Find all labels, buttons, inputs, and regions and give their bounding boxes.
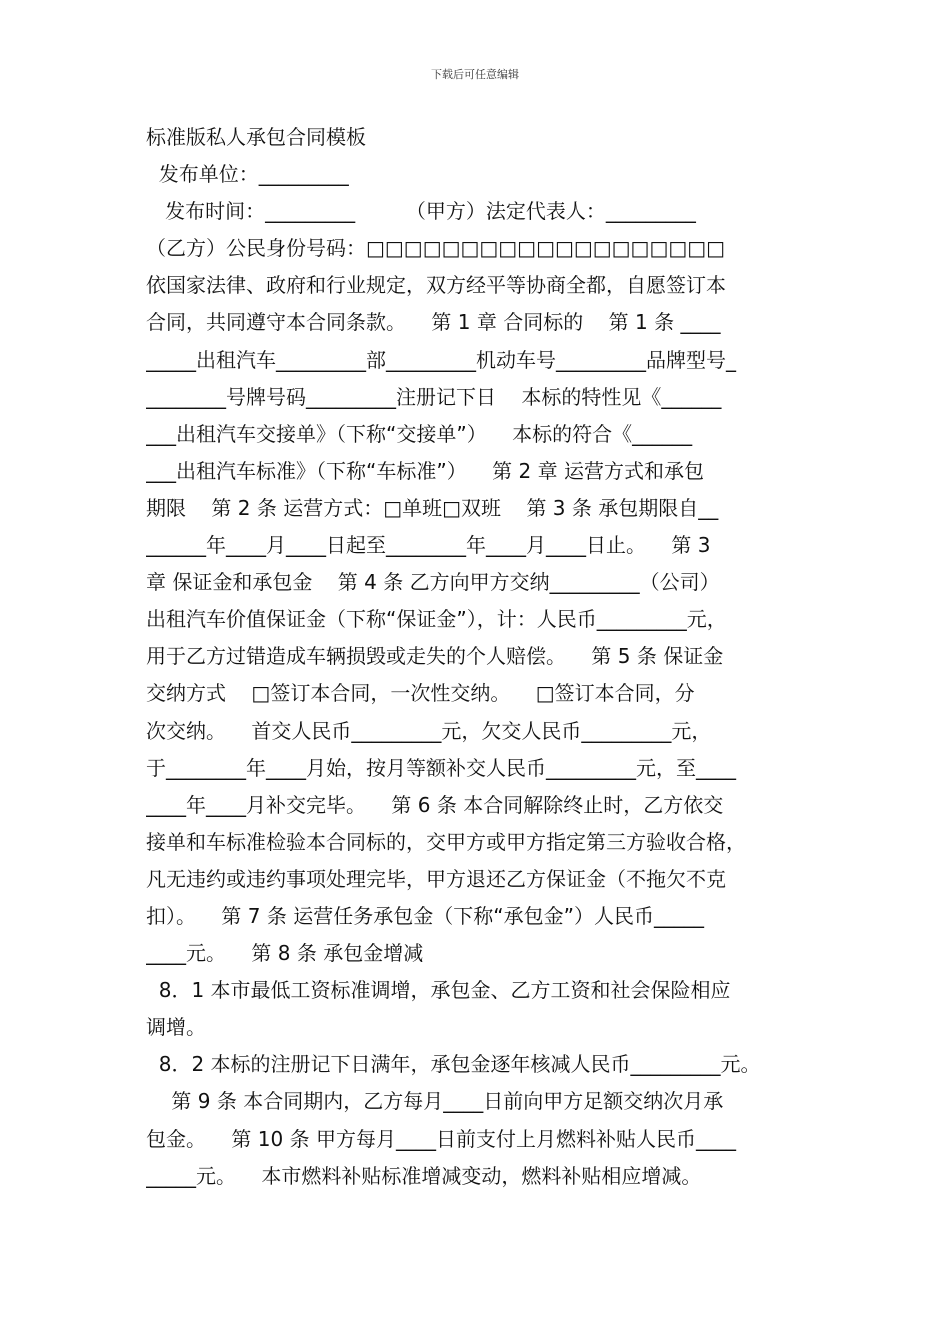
- paragraph-line: 次交纳。 首交人民币_________元，欠交人民币_________元，: [146, 718, 712, 743]
- paragraph-line: 于________年____月始，按月等额补交人民币_________元，至____: [146, 755, 736, 780]
- paragraph-line: 8．2 本标的注册记下日满年，承包金逐年核减人民币_________元。: [146, 1052, 761, 1077]
- paragraph-line: ___出租汽车标准》（下称“车标准”） 第 2 章 运营方式和承包: [146, 458, 704, 483]
- paragraph-line: 凡无违约或违约事项处理完毕，甲方退还乙方保证金（不拖欠不克: [146, 866, 726, 891]
- paragraph-line: 扣）。 第 7 条 运营任务承包金（下称“承包金”）人民币_____: [146, 903, 704, 928]
- paragraph-line: _____出租汽车_________部_________机动车号_________品牌型号_: [146, 347, 736, 372]
- document-title: 标准版私人承包合同模板: [146, 125, 366, 149]
- paragraph-line: ______年____月____日起至________年____月____日止。 第 3: [146, 533, 711, 558]
- paragraph-line: ____元。 第 8 条 承包金增减: [146, 941, 424, 966]
- paragraph-line: ____年____月补交完毕。 第 6 条 本合同解除终止时，乙方依交: [146, 792, 724, 817]
- page-header: 下载后可任意编辑: [431, 68, 519, 81]
- paragraph-line: 依国家法律、政府和行业规定，双方经平等协商全都，自愿签订本: [146, 273, 726, 298]
- document-body: [146, 119, 810, 1195]
- paragraph-line: ________号牌号码_________注册记下日 本标的特性见《______: [146, 384, 722, 409]
- paragraph-line: 发布时间：_________ （甲方）法定代表人：_________: [146, 199, 696, 224]
- paragraph-line: 合同，共同遵守本合同条款。 第 1 章 合同标的 第 1 条 ____: [146, 310, 721, 335]
- paragraph-line: 章 保证金和承包金 第 4 条 乙方向甲方交纳_________（公司）: [146, 570, 720, 595]
- paragraph-line: （乙方）公民身份号码：□□□□□□□□□□□□□□□□□□□: [146, 236, 726, 261]
- paragraph-line: 8．1 本市最低工资标准调增，承包金、乙方工资和社会保险相应: [146, 978, 731, 1003]
- paragraph-line: 第 9 条 本合同期内，乙方每月____日前向甲方足额交纳次月承: [146, 1089, 724, 1114]
- paragraph-line: 出租汽车价值保证金（下称“保证金”），计：人民币_________元，: [146, 607, 727, 632]
- paragraph-line: ___出租汽车交接单》（下称“交接单”） 本标的符合《______: [146, 421, 693, 446]
- paragraph-line: _____元。 本市燃料补贴标准增减变动，燃料补贴相应增减。: [146, 1163, 702, 1188]
- paragraph-line: 用于乙方过错造成车辆损毁或走失的个人赔偿。 第 5 条 保证金: [146, 644, 724, 669]
- paragraph-line: 包金。 第 10 条 甲方每月____日前支付上月燃料补贴人民币____: [146, 1126, 736, 1151]
- paragraph-line: 调增。: [146, 1015, 206, 1040]
- paragraph-line: 接单和车标准检验本合同标的，交甲方或甲方指定第三方验收合格，: [146, 829, 746, 854]
- paragraph-line: 期限 第 2 条 运营方式：□单班□双班 第 3 条 承包期限自__: [146, 495, 719, 520]
- paragraph-line: 交纳方式 □签订本合同，一次性交纳。 □签订本合同，分: [146, 681, 695, 706]
- paragraph-line: 发布单位：_________: [146, 162, 349, 187]
